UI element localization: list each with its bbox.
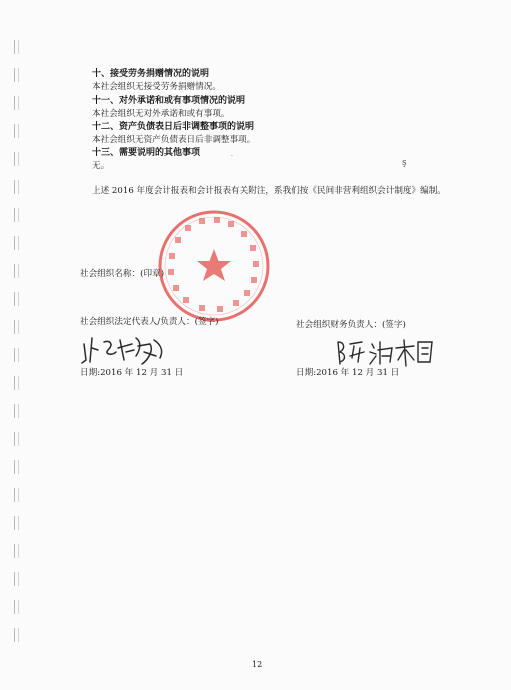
page-number: 12 xyxy=(252,660,263,669)
binding-hole-mark xyxy=(14,544,19,558)
binding-hole-mark xyxy=(14,460,19,474)
binding-hole-mark xyxy=(14,320,19,334)
binding-hole-mark xyxy=(14,264,19,278)
org-name-label: 社会组织名称：(印章) xyxy=(80,269,165,279)
binding-hole-mark xyxy=(14,404,19,418)
section-10-heading: 十、接受劳务捐赠情况的说明 xyxy=(92,69,210,79)
legal-rep-date: 日期:2016 年 12 月 31 日 xyxy=(80,368,184,378)
section-12-body: 本社会组织无资产负债表日后非调整事项。 xyxy=(92,135,256,145)
binding-hole-mark xyxy=(14,40,19,54)
binding-holes xyxy=(14,0,24,690)
binding-hole-mark xyxy=(14,68,19,82)
section-13-heading: 十三、需要说明的其他事项 xyxy=(92,148,201,158)
legal-rep-signature-icon xyxy=(80,330,172,370)
section-11-heading: 十一、对外承诺和或有事项情况的说明 xyxy=(92,96,246,106)
binding-hole-mark xyxy=(14,96,19,110)
binding-hole-mark xyxy=(14,292,19,306)
binding-hole-mark xyxy=(14,628,19,642)
finance-head-label: 社会组织财务负责人：(签字) xyxy=(296,320,406,330)
binding-hole-mark xyxy=(14,124,19,138)
binding-hole-mark xyxy=(14,180,19,194)
section-12-heading: 十二、资产负债表日后非调整事项的说明 xyxy=(92,122,255,132)
binding-hole-mark xyxy=(14,348,19,362)
section-13-body: 无。 xyxy=(92,161,110,171)
binding-hole-mark xyxy=(14,432,19,446)
binding-hole-mark xyxy=(14,208,19,222)
binding-hole-mark xyxy=(14,572,19,586)
binding-hole-mark xyxy=(14,376,19,390)
section-11-body: 本社会组织无对外承诺和或有事项。 xyxy=(92,109,230,119)
section-10-body: 本社会组织无接受劳务捐赠情况。 xyxy=(92,82,221,92)
binding-hole-mark xyxy=(14,152,19,166)
binding-hole-mark xyxy=(14,488,19,502)
legal-rep-label: 社会组织法定代表人/负责人：(签字) xyxy=(80,317,219,327)
binding-hole-mark xyxy=(14,600,19,614)
official-seal-icon xyxy=(155,207,273,325)
binding-hole-mark xyxy=(14,236,19,250)
finance-head-signature-icon xyxy=(336,338,436,368)
binding-hole-mark xyxy=(14,516,19,530)
pen-dot: · xyxy=(231,153,233,160)
finance-head-date: 日期:2016 年 12 月 31 日 xyxy=(296,368,400,378)
statement-text: 上述 2016 年度会计报表和会计报表有关附注，系我们按《民间非营利组织会计制度》编制。 xyxy=(92,186,446,196)
pen-mark: ş xyxy=(402,158,407,168)
